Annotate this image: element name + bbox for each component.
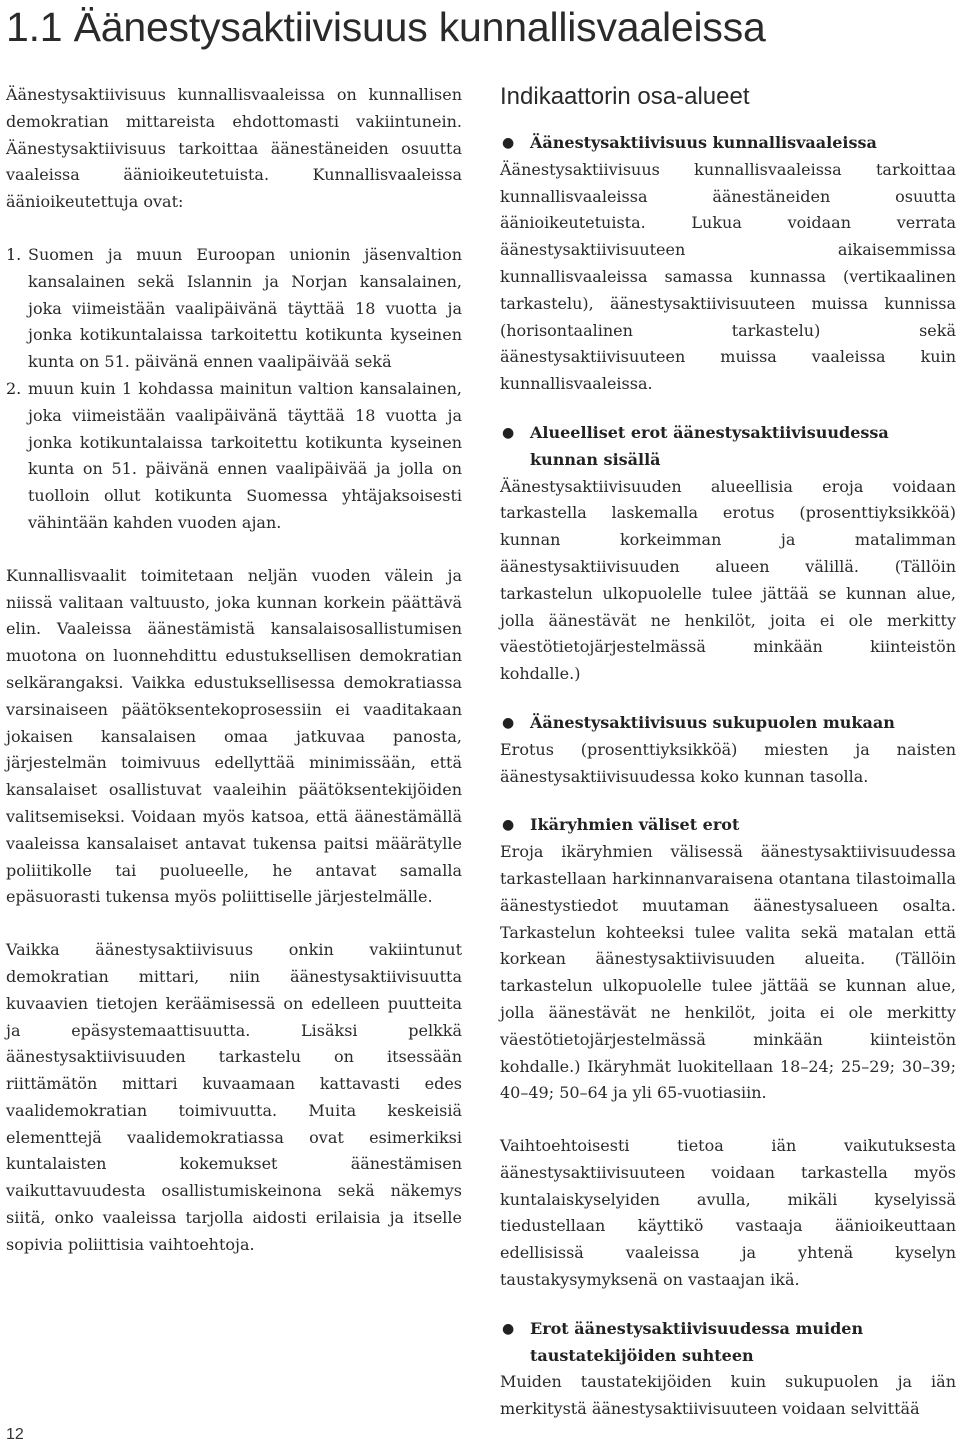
indicator-item [500,130,956,398]
indicator-text: Äänestysaktiivisuus kunnallisvaaleissa tarkoittaa kunnallisvaaleissa äänestäneiden osuutta äänioikeutetuista. Lukua voidaan verrata äänestysaktiivisuuteen aikaisemmissa kunnallisvaaleissa samassa kunnassa (vertikaalinen tarkastelu), äänestysaktiivisuuteen muissa kunnissa (horisontaalinen tarkastelu) sekä äänestysaktiivisuuteen muissa vaaleissa kuin kunnallisvaaleissa. [500,159,956,394]
intro-paragraph: Äänestysaktiivisuus kunnallisvaaleissa on kunnallisen demokratian mittareista ehdottomasti vakiintunein. Äänestysaktiivisuus tarkoittaa äänestäneiden osuutta vaaleissa äänioikeutetuista. Kunnallisvaaleissa äänioikeutettuja ovat: [6,85,462,212]
left-column [6,82,462,1259]
page-number: 12 [6,1426,24,1443]
list-item [6,376,462,537]
indicator-item [500,1316,956,1423]
bullet-icon: ● [502,135,515,151]
bullet-icon: ● [502,817,515,834]
list-number: 1. [6,244,22,264]
page-title: 1.1 Äänestysaktiivisuus kunnallisvaaleissa [6,4,766,50]
indicator-title: Alueelliset erot äänestysaktiivisuudessa kunnan sisällä [530,422,889,469]
eligibility-list [6,242,462,537]
right-column [500,82,956,1423]
elections-paragraph: Kunnallisvaalit toimitetaan neljän vuoden välein ja niissä valitaan valtuusto, joka kunnan korkein päättävä elin. Vaaleissa äänestämistä kansalaisosallistumisen muotona on luonnehdittu edustuksellisen demokratian selkärangaksi. Vaikka edustuksellisessa demokratiassa varsinaiseen päätöksentekoprosessiin ei vaaditakaan jokaisen kansalaisen omaa jatkuvaa panosta, järjestelmän toimivuus edellyttää minimissään, että kansalaiset osallistuvat vaaleihin päätöksentekijöiden valitsemiseksi. Voidaan myös katsoa, että äänestämällä vaaleissa kansalaiset antavat tukensa paitsi määrätylle poliitikolle tai puolueelle, he antavat samalla epäsuorasti tukensa myös poliittiselle järjestelmälle. [6,565,462,907]
indicator-text: Äänestysaktiivisuuden alueellisia eroja voidaan tarkastella laskemalla erotus (prosenttiyksikköä) kunnan korkeimman ja matalimman äänestysaktiivisuuden alueen välillä. (Tällöin tarkastelun ulkopuolelle tulee jättää se kunnan alue, jolla äänestävät ne henkilöt, joita ei ole merkitty väestötietojärjestelmässä minkään kiinteistön kohdalle.) [500,476,956,684]
indicator-title: Äänestysaktiivisuus sukupuolen mukaan [530,712,895,732]
bullet-icon: ● [502,424,515,441]
indicator-title: Äänestysaktiivisuus kunnallisvaaleissa [530,133,877,152]
indicator-text: Erotus (prosenttiyksikköä) miesten ja naisten äänestysaktiivisuudessa koko kunnan tasolla. [500,739,956,786]
section-title: Indikaattorin osa-alueet [500,83,750,110]
indicator-item [500,420,956,688]
measurement-paragraph: Vaikka äänestysaktiivisuus onkin vakiintunut demokratian mittari, niin äänestysaktiivisuutta kuvaavien tietojen keräämisessä on edelleen puutteita ja epäsystemaattisuutta. Lisäksi pelkkä äänestysaktiivisuuden tarkastelu on itsessään riittämätön mittari kuvaamaan kattavasti edes vaalidemokratian toimivuutta. Muita keskeisiä elementtejä vaalidemokratiassa ovat esimerkiksi kuntalaisten kokemukset äänestämisen vaikuttavuudesta osallistumiskeinona sekä näkemys siitä, onko vaaleissa tarjolla aidosti erilaisia ja itselle sopivia poliittisia vaihtoehtoja. [6,940,462,1254]
bullet-icon: ● [502,714,515,731]
indicator-title: Ikäryhmien väliset erot [530,815,740,835]
indicator-item [500,710,956,790]
indicator-item [500,812,956,1107]
list-number: 2. [6,378,22,398]
bullet-icon: ● [502,1320,515,1337]
list-text: muun kuin 1 kohdassa mainitun valtion kansalainen, joka viimeistään vaalipäivänä täyttää 18 vuotta ja jonka kotikuntalaissa tarkoitettu kotikunta kyseinen kunta on 51. päivänä ennen vaalipäivää ja jolla on tuolloin ollut kotikunta Suomessa yhtäjaksoisesti vähintään kahden vuoden ajan. [28,378,462,532]
indicator-text: Muiden taustatekijöiden kuin sukupuolen ja iän merkitystä äänestysaktiivisuuteen voidaan selvittää [500,1372,956,1419]
list-text: Suomen ja muun Euroopan unionin jäsenvaltion kansalainen sekä Islannin ja Norjan kansalainen, joka viimeistään vaalipäivänä täyttää 18 vuotta ja jonka kotikuntalaissa tarkoitettu kotikunta kyseinen kunta on 51. päivänä ennen vaalipäivää sekä [28,244,462,372]
indicator-title: Erot äänestysaktiivisuudessa muiden taustatekijöiden suhteen [530,1318,864,1365]
alternative-paragraph: Vaihtoehtoisesti tietoa iän vaikutuksesta äänestysaktiivisuuteen voidaan tarkastella myös kuntalaiskyselyiden avulla, mikäli kyselyissä tiedustellaan käyttikö vastaaja äänioikeuttaan edellisissä vaaleissa ja yhtenä kyselyn taustakysymyksenä on vastaajan ikä. [500,1136,956,1290]
indicator-text: Eroja ikäryhmien välisessä äänestysaktiivisuudessa tarkastellaan harkinnanvaraisena otantana tilastoimalla äänestystiedot muutaman äänestysalueen osalta. Tarkastelun kohteeksi tulee valita sekä matalan että korkean äänestysaktiivisuuden alueita. (Tällöin tarkastelun ulkopuolelle tulee jättää se kunnan alue, jolla äänestävät ne henkilöt, joita ei ole merkitty väestötietojärjestelmässä minkään kiinteistön kohdalle.) Ikäryhmät luokitellaan 18–24; 25–29; 30–39; 40–49; 50–64 ja yli 65-vuotiasiin. [500,842,956,1103]
list-item [6,242,462,376]
